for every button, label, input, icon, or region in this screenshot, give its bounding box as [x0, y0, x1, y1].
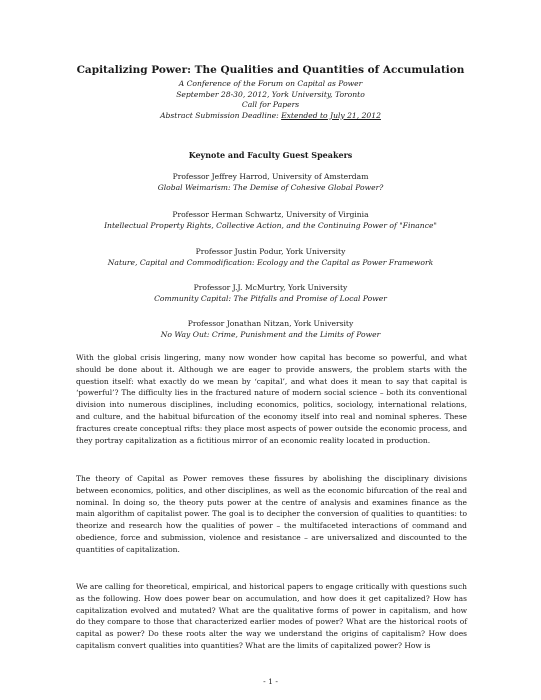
conference-info: [60, 79, 481, 121]
conference-dates: September 28-30, 2012, York University, Toronto: [176, 89, 365, 99]
speaker-name: Professor Herman Schwartz, University of Virginia: [172, 210, 369, 219]
speaker-name: Professor Jonathan Nitzan, York University: [187, 319, 354, 328]
document-title: Capitalizing Power: The Qualities and Quantities of Accumulation: [76, 64, 465, 76]
speaker-talk: Community Capital: The Pitfalls and Promise of Local Power: [154, 293, 387, 303]
body-paragraph: The theory of Capital as Power removes these fissures by abolishing the disciplinary divisions between economics, politics, and other disciplines, as well as the economic bifurcation of the real and nominal. In doing so, the theory puts power at the centre of analysis and examines finance as the main algorithm of capitalist power. The goal is to decipher the conversion of qualities to quantities: to theorize and research how the qualities of power – the multifaceted interactions of command and obedience, force and submission, violence and resistance – are universalized and discounted to the quantities of capitalization.: [76, 474, 467, 554]
page-number: - 1 -: [263, 677, 278, 686]
speakers-heading: Keynote and Faculty Guest Speakers: [188, 150, 353, 160]
deadline-value: Extended to July 21, 2012: [281, 110, 381, 120]
speaker-entry: [60, 172, 481, 193]
speaker-talk: No Way Out: Crime, Punishment and the Limits of Power: [160, 329, 381, 339]
conference-name: A Conference of the Forum on Capital as Power: [178, 79, 363, 88]
speaker-talk: Global Weimarism: The Demise of Cohesive Global Power?: [157, 182, 384, 192]
speaker-name: Professor Jeffrey Harrod, University of Amsterdam: [172, 172, 369, 181]
deadline-line: [60, 111, 481, 122]
speaker-name: Professor J.J. McMurtry, York University: [193, 283, 348, 292]
call-for-papers: Call for Papers: [241, 100, 300, 110]
speaker-entry: [60, 210, 481, 231]
body-paragraph: With the global crisis lingering, many now wonder how capital has become so powerful, and what should be done about it. Although we are eager to provide answers, the problem starts with the question itself: what exactly do we mean by ‘capital’, and what does it mean to say that capital is ‘powerful’? The difficulty lies in the fractured nature of modern social science – both its conventional division into numerous disciplines, including economics, politics, sociology, international relations, and culture, and the habitual bifurcation of the economy itself into real and nominal spheres. These fractures create conceptual rifts: they place most aspects of power outside the economic process, and they portray capitalization as a fictitious mirror of an economic reality located in production.: [76, 353, 467, 445]
deadline-label: Abstract Submission Deadline:: [160, 110, 282, 120]
speaker-talk: Nature, Capital and Commodification: Ecology and the Capital as Power Framework: [107, 257, 434, 267]
speaker-entry: [60, 319, 481, 340]
speaker-entry: [60, 283, 481, 304]
body-paragraph: We are calling for theoretical, empirical, and historical papers to engage critically with questions such as the following. How does power bear on accumulation, and how does it get capitalized? How has capitalization evolved and mutated? What are the qualitative forms of power in capitalism, and how do they compare to those that characterized earlier modes of power? What are the historical roots of capital as power? Do these roots alter the way we understand the origins of capitalism? How does capitalism convert qualities into quantities? What are the limits of capitalized power? How is: [76, 582, 467, 650]
speaker-talk: Intellectual Property Rights, Collective Action, and the Continuing Power of "Finance": [104, 220, 437, 230]
speaker-entry: [60, 247, 481, 268]
speaker-name: Professor Justin Podur, York University: [195, 247, 346, 256]
